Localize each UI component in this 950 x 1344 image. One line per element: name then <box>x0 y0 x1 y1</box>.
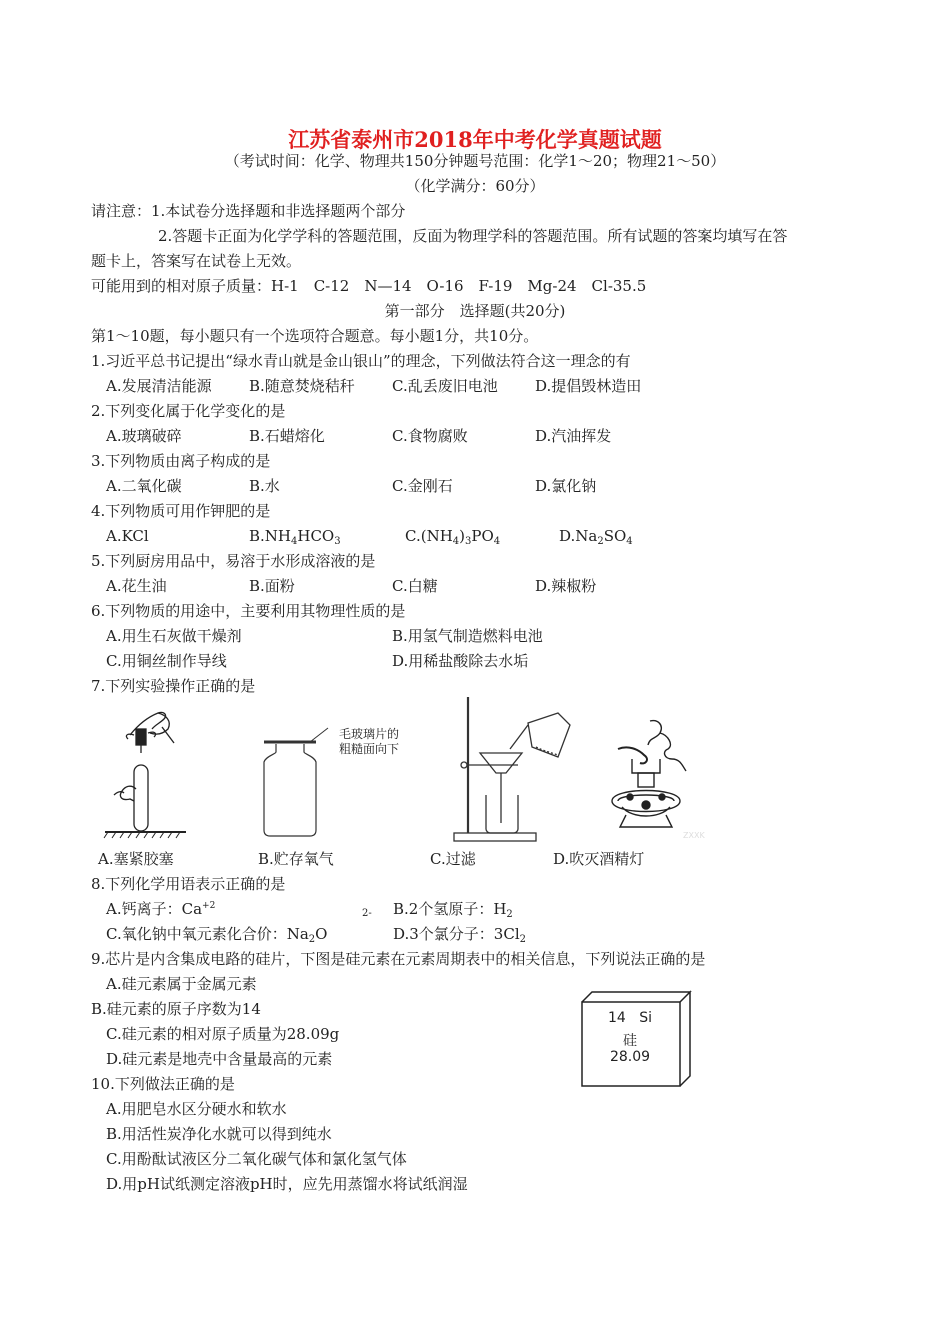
note-line-3: 题卡上，答案写在试卷上无效。 <box>91 252 302 270</box>
q5-option-d: D.辣椒粉 <box>535 577 597 595</box>
q7-stem: 7.下列实验操作正确的是 <box>91 677 256 695</box>
q9-option-a: A.硅元素属于金属元素 <box>106 975 257 993</box>
q9-option-d: D.硅元素是地壳中含量最高的元素 <box>106 1050 333 1068</box>
q8-stem: 8.下列化学用语表示正确的是 <box>91 875 286 893</box>
q6-option-a: A.用生石灰做干燥剂 <box>106 627 242 645</box>
q5-option-b: B.面粉 <box>249 577 295 595</box>
watermark-text: ZXXK <box>683 831 705 840</box>
full-score-note: （化学满分：60分） <box>405 177 545 195</box>
q6-option-b: B.用氢气制造燃料电池 <box>392 627 543 645</box>
q3-stem: 3.下列物质由离子构成的是 <box>91 452 271 470</box>
q4-option-b: $B.NH_4HCO_3$ <box>249 527 341 547</box>
page-title: 江苏省泰州市2018年中考化学真题试题 <box>288 127 662 152</box>
q4-option-c: $C.(NH_4)_3PO_4$ <box>405 527 501 547</box>
q8-option-c-valence: 2- <box>362 908 372 919</box>
stopper-insertion-figure <box>100 705 190 845</box>
q1-option-d: D.提倡毁林造田 <box>535 377 642 395</box>
q10-option-a: A.用肥皂水区分硬水和软水 <box>106 1100 287 1118</box>
q7-option-c: C.过滤 <box>430 850 476 868</box>
q4-option-a: A.KCl <box>106 527 149 545</box>
q2-option-d: D.汽油挥发 <box>535 427 612 445</box>
q8-option-b: B.2个氢原子：$H_2$ <box>393 900 513 920</box>
q2-option-c: C.食物腐败 <box>392 427 468 445</box>
section-heading: 第一部分 选择题(共20分) <box>384 302 566 320</box>
atomic-mass-line: 可能用到的相对原子质量：H-1 C-12 N—14 O-16 F-19 Mg-24 Cl-35.5 <box>91 277 647 295</box>
q7-option-b: B.贮存氧气 <box>258 850 334 868</box>
silicon-atomic-mass: 28.09 <box>609 1049 651 1065</box>
silicon-name: 硅 <box>623 1033 637 1049</box>
gas-jar-figure <box>250 718 330 838</box>
q5-option-c: C.白糖 <box>392 577 438 595</box>
q1-stem: 1.习近平总书记提出“绿水青山就是金山银山”的理念，下列做法符合这一理念的有 <box>91 352 631 370</box>
alcohol-lamp-figure <box>602 715 697 845</box>
q5-stem: 5.下列厨房用品中，易溶于水形成溶液的是 <box>91 552 376 570</box>
q3-option-b: B.水 <box>249 477 280 495</box>
q10-option-c: C.用酚酞试液区分二氧化碳气体和氯化氢气体 <box>106 1150 407 1168</box>
q2-option-a: A.玻璃破碎 <box>106 427 182 445</box>
q1-option-c: C.乱丢废旧电池 <box>392 377 498 395</box>
q1-option-b: B.随意焚烧秸秆 <box>249 377 355 395</box>
q4-stem: 4.下列物质可用作钾肥的是 <box>91 502 271 520</box>
q7-option-d: D.吹灭酒精灯 <box>553 850 645 868</box>
q3-option-a: A.二氧化碳 <box>106 477 182 495</box>
glass-plate-callout-2: 粗糙面向下 <box>339 742 400 756</box>
q4-option-d: $D.Na_2SO_4$ <box>559 527 633 547</box>
q7-option-a: A.塞紧胶塞 <box>98 850 174 868</box>
q9-option-c: C.硅元素的相对原子质量为28.09g <box>106 1025 340 1043</box>
q8-option-d: D.3个氯分子：$3Cl_2$ <box>393 925 526 945</box>
glass-plate-callout-1: 毛玻璃片的 <box>339 727 400 741</box>
q10-stem: 10.下列做法正确的是 <box>91 1075 235 1093</box>
note-line-1: 请注意：1.本试卷分选择题和非选择题两个部分 <box>91 202 406 220</box>
note-line-2: 2.答题卡正面为化学学科的答题范围，反面为物理学科的答题范围。所有试题的答案均填写在答 <box>158 227 788 245</box>
q1-option-a: A.发展清洁能源 <box>106 377 212 395</box>
q6-option-d: D.用稀盐酸除去水垢 <box>392 652 529 670</box>
q6-stem: 6.下列物质的用途中，主要利用其物理性质的是 <box>91 602 406 620</box>
section-instructions: 第1～10题，每小题只有一个选项符合题意。每小题1分，共10分。 <box>91 327 539 345</box>
filtration-figure <box>448 695 578 845</box>
q2-option-b: B.石蜡熔化 <box>249 427 325 445</box>
q5-option-a: A.花生油 <box>106 577 167 595</box>
q10-option-b: B.用活性炭净化水就可以得到纯水 <box>106 1125 332 1143</box>
q6-option-c: C.用铜丝制作导线 <box>106 652 227 670</box>
q9-stem: 9.芯片是内含集成电路的硅片，下图是硅元素在元素周期表中的相关信息，下列说法正确的是 <box>91 950 706 968</box>
q9-option-b: B.硅元素的原子序数为14 <box>91 1000 261 1018</box>
q3-option-c: C.金刚石 <box>392 477 453 495</box>
silicon-number-symbol: 14 Si <box>608 1010 652 1026</box>
q10-option-d: D.用pH试纸测定溶液pH时，应先用蒸馏水将试纸润湿 <box>106 1175 468 1193</box>
exam-time-note: （考试时间：化学、物理共150分钟题号范围：化学1～20；物理21～50） <box>224 152 726 170</box>
q2-stem: 2.下列变化属于化学变化的是 <box>91 402 286 420</box>
q8-option-a: A.钙离子：$Ca^{+2}$ <box>106 900 216 918</box>
q3-option-d: D.氯化钠 <box>535 477 597 495</box>
q8-option-c: C.氧化钠中氧元素化合价：$Na_2O$ <box>106 925 328 945</box>
